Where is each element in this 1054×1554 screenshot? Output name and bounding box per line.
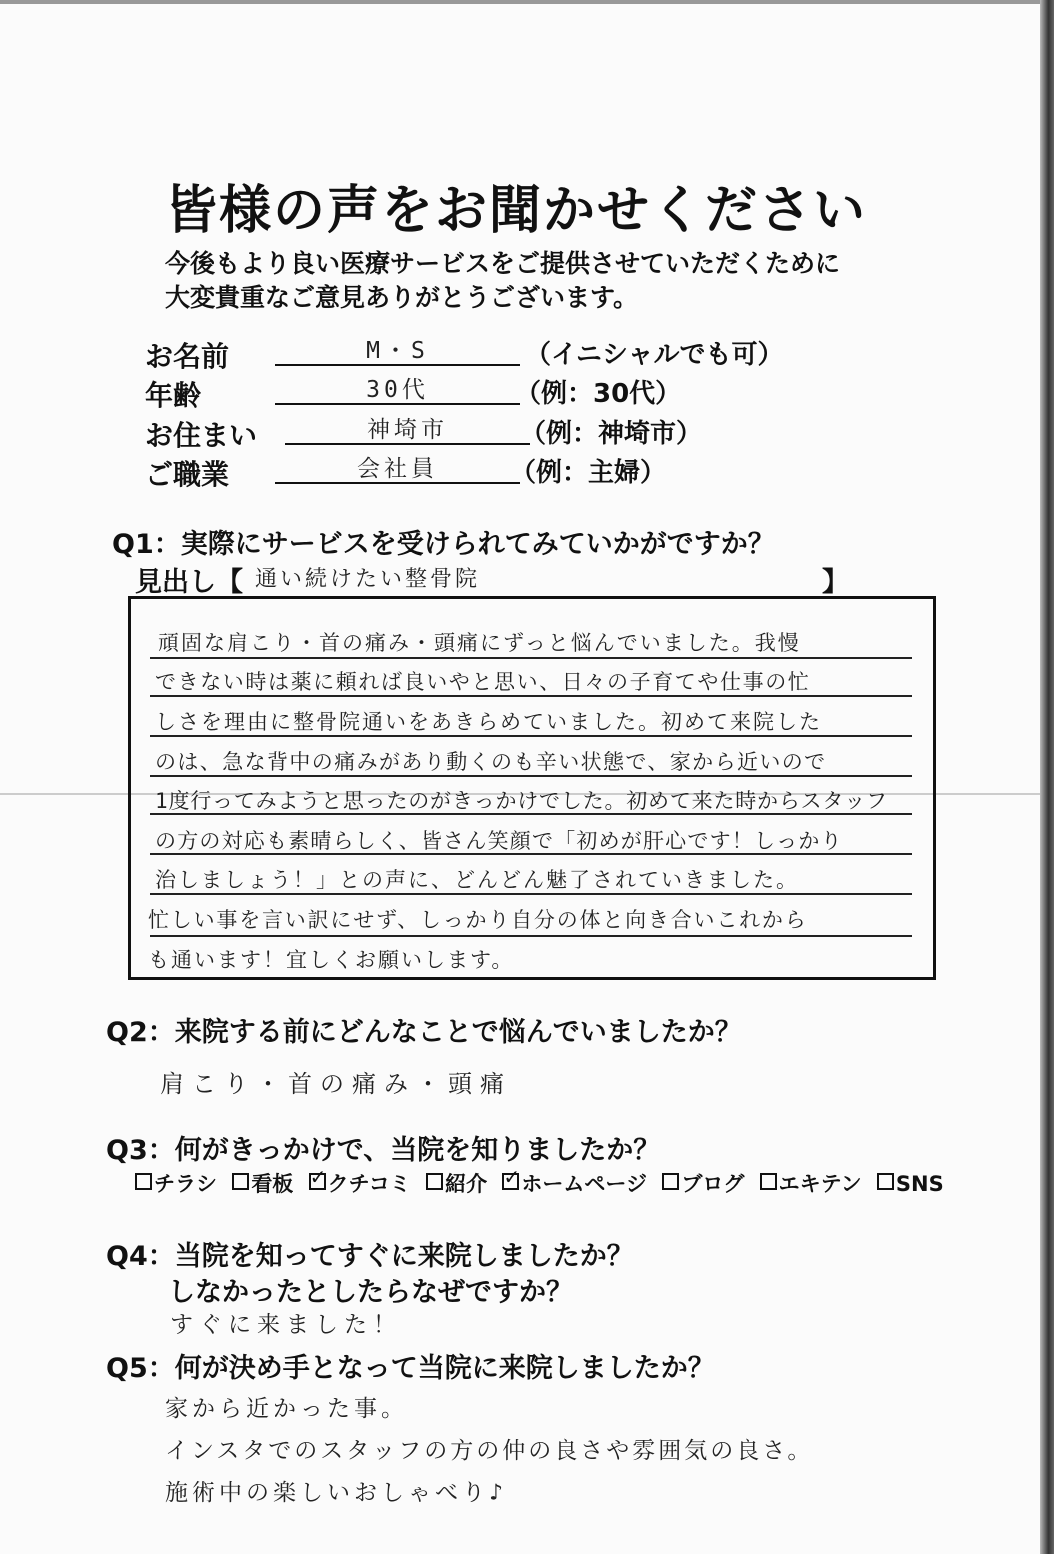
- answer-line-5: 1度行ってみようと思ったのがきっかけでした。初めて来た時からスタッフ: [155, 789, 888, 813]
- survey-title: 皆様の声をお聞かせください: [165, 181, 868, 241]
- answer-line-9: も通います！宜しくお願いします。: [148, 948, 515, 972]
- headline-value: 通い続けたい整骨院: [255, 567, 481, 592]
- checkbox-checked-icon[interactable]: [309, 1173, 326, 1190]
- answer-line-1: 頑固な肩こり・首の痛み・頭痛にずっと悩んでいました。我慢: [158, 631, 801, 655]
- option-homepage[interactable]: ✓ ホームページ: [502, 1168, 647, 1198]
- q3-options: [135, 1168, 952, 1198]
- headline-close: 】: [822, 567, 849, 598]
- answer-line-6: の方の対応も素晴らしく、皆さん笑顔で「初めが肝心です！しっかり: [155, 829, 843, 853]
- headline-label: 見出し【: [135, 567, 243, 598]
- option-blog[interactable]: ブログ: [662, 1168, 744, 1198]
- q5-question: Q5：何が決め手となって当院に来院しましたか？: [106, 1353, 715, 1384]
- q3-question: Q3：何がきっかけで、当院を知りましたか？: [106, 1135, 661, 1166]
- field-label-age: 年齢: [145, 379, 202, 412]
- option-sns[interactable]: SNS: [877, 1172, 944, 1196]
- age-value: 30代: [366, 377, 429, 403]
- answer-line-4: のは、急な背中の痛みがあり動くのも辛い状態で、家から近いので: [155, 750, 827, 774]
- checkbox-icon[interactable]: [426, 1173, 443, 1190]
- residence-value: 神埼市: [367, 417, 448, 443]
- checkbox-icon[interactable]: [135, 1173, 152, 1190]
- field-label-name: お名前: [145, 340, 230, 373]
- checkbox-icon[interactable]: [662, 1173, 679, 1190]
- occupation-value: 会社員: [357, 456, 438, 482]
- q2-answer: 肩こり・首の痛み・頭痛: [160, 1070, 512, 1098]
- answer-line-3: しさを理由に整骨院通いをあきらめていました。初めて来院した: [155, 710, 822, 734]
- q1-question: Q1：実際にサービスを受けられてみていかがですか？: [112, 529, 775, 560]
- answer-rule: [150, 935, 912, 937]
- option-word-of-mouth[interactable]: ✓ クチコミ: [309, 1168, 411, 1198]
- option-signboard[interactable]: 看板: [232, 1168, 293, 1198]
- age-field: [275, 369, 520, 405]
- age-note: （例：30代）: [515, 379, 682, 409]
- paper-right-edge: [1040, 0, 1054, 1554]
- q5-answer-line-1: 家から近かった事。: [165, 1396, 408, 1422]
- checkbox-checked-icon[interactable]: [502, 1173, 519, 1190]
- intro-line-1: 今後もより良い医療サービスをご提供させていただくために: [165, 249, 841, 278]
- checkbox-icon[interactable]: [232, 1173, 249, 1190]
- intro-line-2: 大変貴重なご意見ありがとうございます。: [165, 283, 639, 312]
- checkbox-icon[interactable]: [760, 1173, 777, 1190]
- option-flyer[interactable]: チラシ: [135, 1168, 217, 1198]
- option-ekiten[interactable]: エキテン: [760, 1168, 862, 1198]
- occupation-note: （例：主婦）: [510, 458, 667, 488]
- option-referral[interactable]: 紹介: [426, 1168, 487, 1198]
- answer-line-7: 治しましょう！」との声に、どんどん魅了されていきました。: [155, 868, 799, 892]
- residence-field: [285, 409, 530, 445]
- q4-question-line-2: しなかったとしたらなぜですか？: [168, 1277, 573, 1308]
- occupation-field: [275, 448, 520, 484]
- answer-rule: [150, 657, 912, 659]
- name-value: M・S: [366, 338, 429, 364]
- name-field: [275, 330, 520, 366]
- q4-question-line-1: Q4：当院を知ってすぐに来院しましたか？: [106, 1241, 634, 1272]
- checkbox-icon[interactable]: [877, 1173, 894, 1190]
- q4-answer: すぐに来ました！: [170, 1312, 402, 1338]
- field-label-residence: お住まい: [145, 419, 258, 452]
- answer-line-8: 忙しい事を言い訳にせず、しっかり自分の体と向き合いこれから: [148, 908, 808, 932]
- name-note: （イニシャルでも可）: [525, 340, 784, 370]
- q5-answer-line-3: 施術中の楽しいおしゃべり♪: [165, 1480, 507, 1506]
- paper-top-edge: [0, 0, 1054, 4]
- residence-note: （例：神埼市）: [520, 419, 703, 449]
- answer-line-2: できない時は薬に頼れば良いやと思い、日々の子育てや仕事の忙: [155, 670, 811, 694]
- q2-question: Q2：来院する前にどんなことで悩んでいましたか？: [106, 1017, 742, 1048]
- field-label-occupation: ご職業: [145, 458, 230, 491]
- q5-answer-line-2: インスタでのスタッフの方の仲の良さや雰囲気の良さ。: [165, 1438, 814, 1464]
